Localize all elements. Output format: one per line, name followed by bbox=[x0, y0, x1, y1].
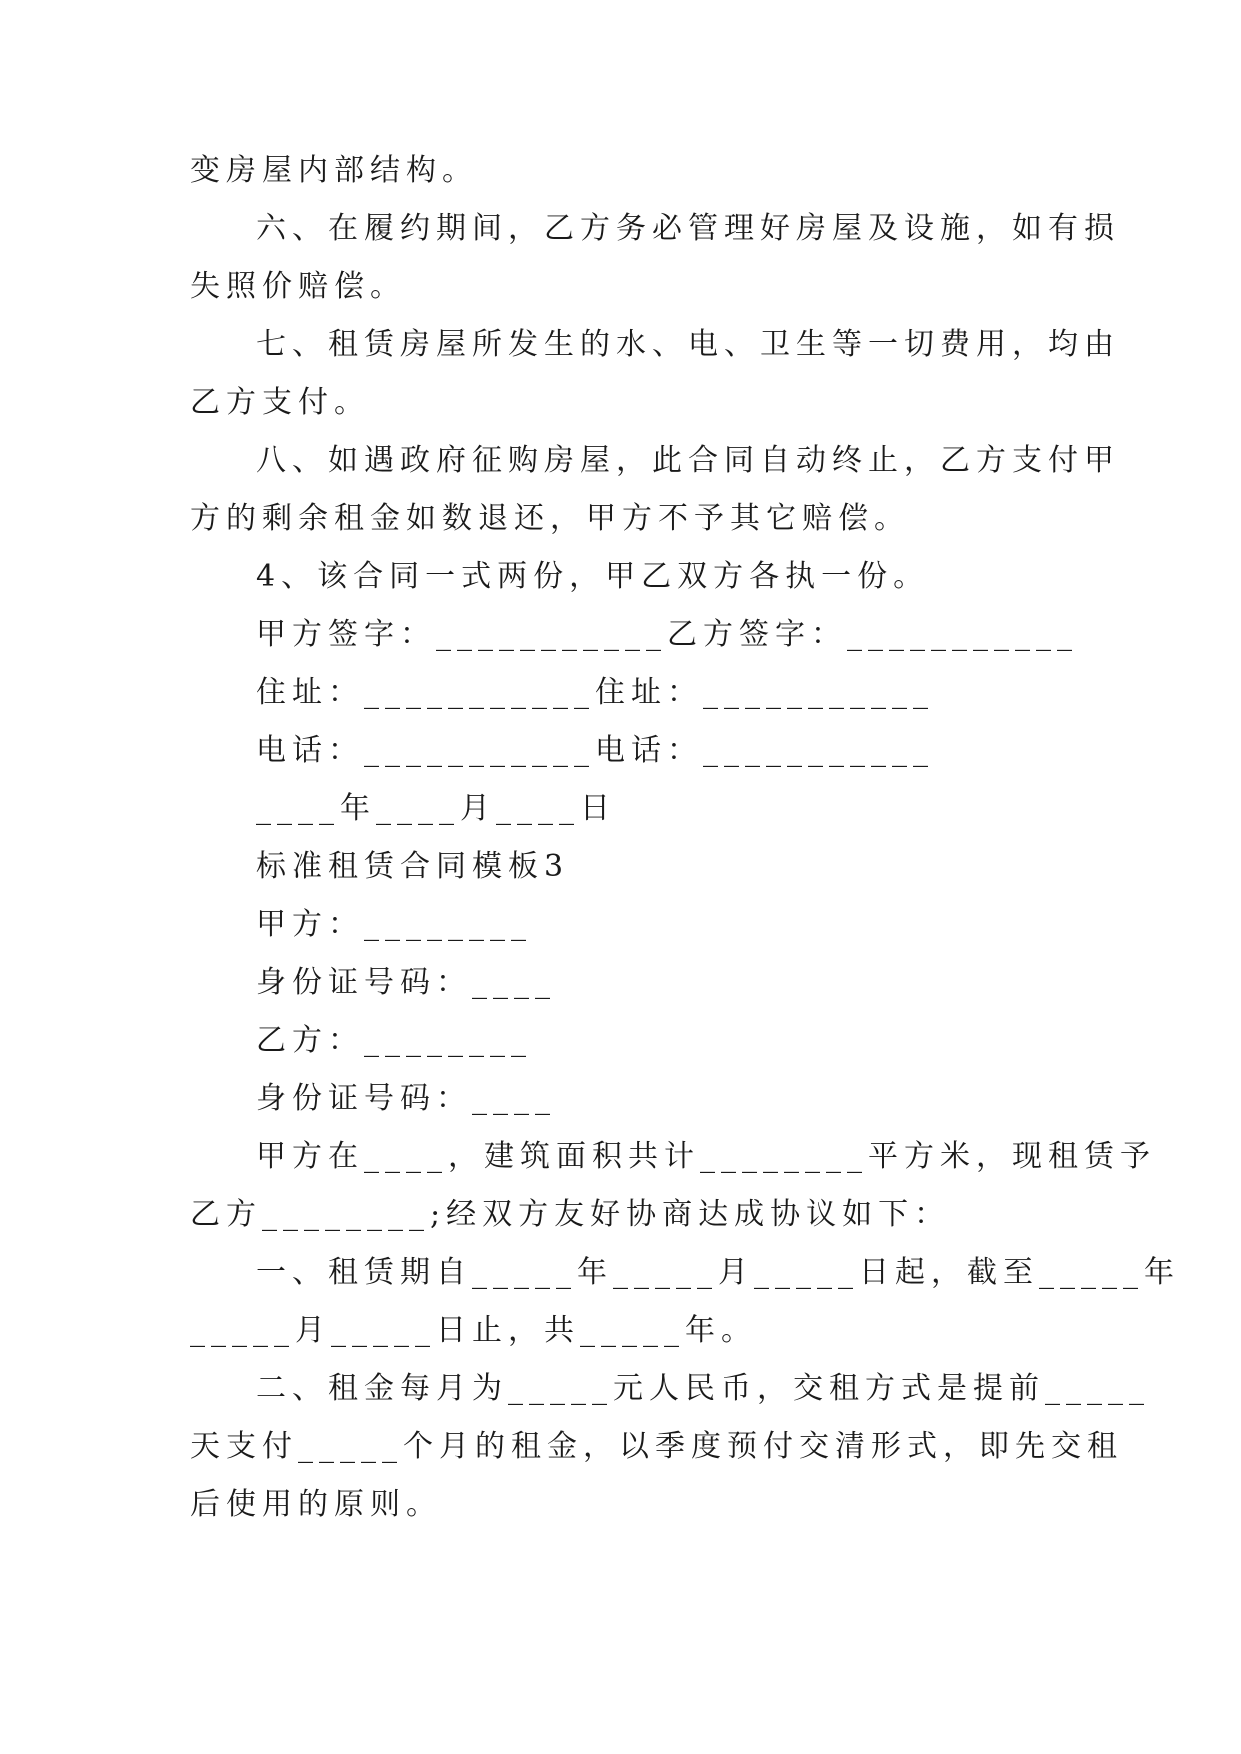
text-line: 失照价赔偿。 bbox=[190, 269, 406, 304]
copies-clause: 4、该合同一式两份，甲乙双方各执一份。 bbox=[256, 559, 930, 594]
clause-7: 七、租赁房屋所发生的水、电、卫生等一切费用，均由 bbox=[256, 327, 1120, 362]
party-b-field: 乙方：________ bbox=[256, 1023, 532, 1058]
text-line: 变房屋内部结构。 bbox=[190, 153, 478, 188]
document-page bbox=[190, 142, 1180, 1534]
address-line: 住址：___________住址：___________ bbox=[256, 675, 934, 710]
section-title: 标准租赁合同模板3 bbox=[256, 849, 570, 884]
text-line: 后使用的原则。 bbox=[190, 1487, 442, 1522]
text-line: 天支付_____个月的租金，以季度预付交清形式，即先交租 bbox=[190, 1429, 1123, 1464]
phone-line: 电话：___________电话：___________ bbox=[256, 733, 934, 768]
text-line: 方的剩余租金如数退还，甲方不予其它赔偿。 bbox=[190, 501, 910, 536]
clause-2: 二、租金每月为_____元人民币，交租方式是提前_____ bbox=[256, 1371, 1150, 1406]
signature-line: 甲方签字：___________乙方签字：___________ bbox=[256, 617, 1078, 652]
party-a-field: 甲方：________ bbox=[256, 907, 532, 942]
text-line: 乙方支付。 bbox=[190, 385, 370, 420]
clause-8: 八、如遇政府征购房屋，此合同自动终止，乙方支付甲 bbox=[256, 443, 1120, 478]
party-b-id-field: 身份证号码：____ bbox=[256, 1081, 556, 1116]
text-line: 乙方________;经双方友好协商达成协议如下： bbox=[190, 1197, 951, 1232]
party-a-id-field: 身份证号码：____ bbox=[256, 965, 556, 1000]
intro-paragraph: 甲方在____，建筑面积共计________平方米，现租赁予 bbox=[256, 1139, 1156, 1174]
clause-1: 一、租赁期自_____年_____月_____日起，截至_____年 bbox=[256, 1255, 1180, 1290]
text-line: _____月_____日止，共_____年。 bbox=[190, 1313, 757, 1348]
clause-6: 六、在履约期间，乙方务必管理好房屋及设施，如有损 bbox=[256, 211, 1120, 246]
date-line: ____年____月____日 bbox=[256, 791, 616, 826]
